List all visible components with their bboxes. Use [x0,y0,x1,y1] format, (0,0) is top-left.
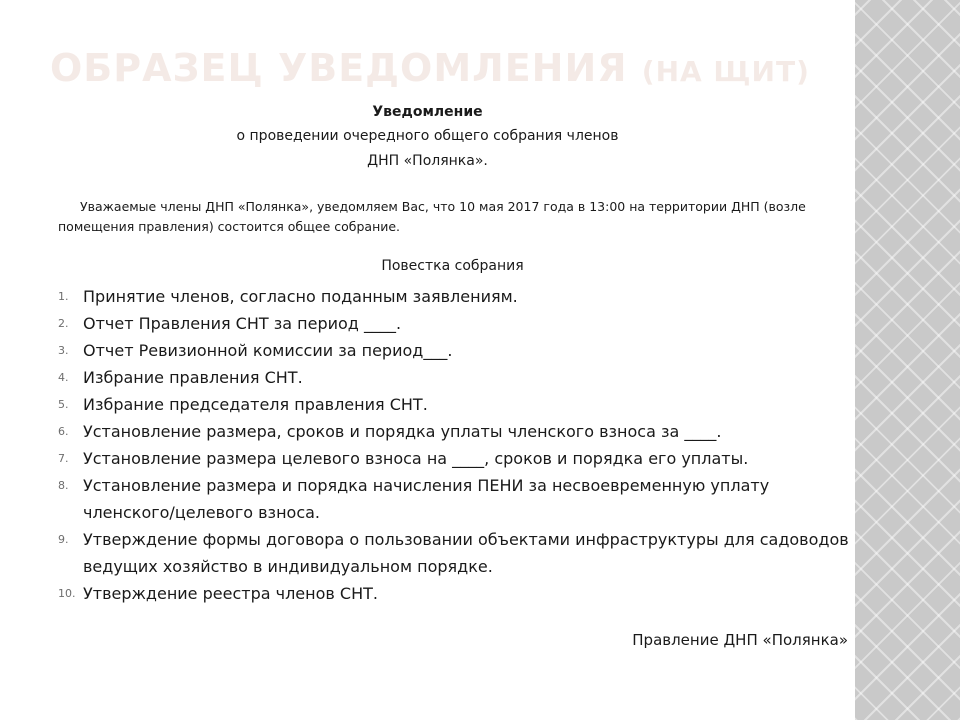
list-item-text: Установление размера, сроков и порядка уплаты членского взноса за ____. [83,422,722,441]
title-sub: (НА ЩИТ) [641,55,810,88]
list-item [58,526,850,580]
list-item-number: 3. [58,344,69,357]
list-item-number: 4. [58,371,69,384]
notice-subheading: о проведении очередного общего собрания членов [236,128,619,144]
list-item-number: 5. [58,398,69,411]
notice-heading: Уведомление [372,104,483,120]
list-item [58,283,850,310]
list-item [58,364,850,391]
list-item-text: Утверждение формы договора о пользовании объектами инфраструктуры для садоводов ведущих хозяйство в индивидуальном порядке. [83,530,849,576]
list-item-text: Избрание правления СНТ. [83,368,303,387]
list-item [58,445,850,472]
notice-org: ДНП «Полянка». [367,153,488,169]
list-item [58,580,850,607]
list-item-text: Избрание председателя правления СНТ. [83,395,428,414]
list-item-number: 6. [58,425,69,438]
decorative-side-pattern [855,0,960,720]
list-item-text: Принятие членов, согласно поданным заявлениям. [83,287,518,306]
list-item [58,310,850,337]
list-item-number: 7. [58,452,69,465]
list-item-text: Отчет Правления СНТ за период ____. [83,314,402,333]
list-item-number: 10. [58,587,76,600]
list-item-number: 8. [58,479,69,492]
list-item-text: Отчет Ревизионной комиссии за период___. [83,341,453,360]
list-item [58,472,850,526]
list-item [58,418,850,445]
notice-body-text: Уважаемые члены ДНП «Полянка», уведомляем Вас, что 10 мая 2017 года в 13:00 на территории ДНП (возле помещения правления) состоится общее собрание. [58,199,806,234]
title-main: ОБРАЗЕЦ УВЕДОМЛЕНИЯ [50,46,628,90]
list-item-text: Установление размера и порядка начисления ПЕНИ за несвоевременную уплату членского/целевого взноса. [83,476,770,522]
list-item-number: 2. [58,317,69,330]
signature: Правление ДНП «Полянка» [632,631,848,649]
list-item-text: Утверждение реестра членов СНТ. [83,584,378,603]
agenda-title: Повестка собрания [381,258,524,274]
list-item-text: Установление размера целевого взноса на ____, сроков и порядка его уплаты. [83,449,749,468]
list-item [58,337,850,364]
notice-body [58,197,850,237]
slide-title [50,46,810,90]
list-item-number: 9. [58,533,69,546]
list-item [58,391,850,418]
list-item-number: 1. [58,290,69,303]
agenda-list [58,283,850,607]
